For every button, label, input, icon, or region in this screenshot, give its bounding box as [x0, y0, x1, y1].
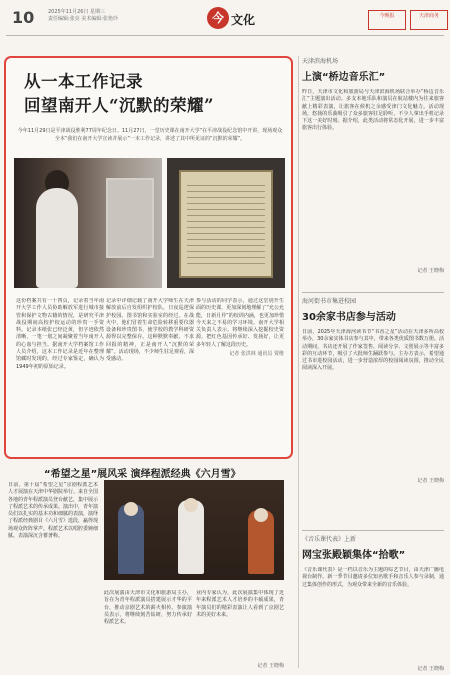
bottom-body-right: 业内专家认为，此次展演集中体现了近年来程派艺术人才培养的丰硕成果，青年演员们的精彩表演让人看到了京剧艺术的美好未来。 [196, 590, 284, 618]
right1-kicker: 天津滨海机场 [302, 58, 339, 65]
feature-body-col2: 记录中详细记载了南开大学师生在天津解放前后自发组织护校队，日夜巡逻保护校园、图书馆和实验室的经过。在战火中，他们冒着生命危险转移重要仪器设备和珍贵图书，使学校的教学科研资源得以完整保存。这种默默奉献、不求回报的精神，正是南开人“沉默的荣耀”。活动现场，不少师生驻足观看，深受感动。 [106, 298, 194, 363]
partner-logos [368, 10, 450, 32]
exhibition-photo [14, 158, 162, 288]
right2-author: 记者 王晓梅 [417, 478, 444, 484]
bottom-body-left: 日前，第十届“希望之星”京剧程派艺术人才展演在天津中华剧院举行。来自全国各地的青年程派演员登台献艺，集中展示了程派艺术的传承成果。演出中，青年演员们以扎实的基本功和细腻的表演，演绎了程派经典剧目《六月雪》选段，赢得现场观众阵阵掌声。程派艺术以唱腔委婉细腻、表演深沉含蓄著称。 [8, 482, 98, 540]
feature-title-line1: 从一本工作记录 [24, 72, 143, 91]
divider-rule [302, 292, 444, 293]
display-case [106, 178, 154, 258]
feature-body-col3 [196, 298, 284, 453]
performer-head [184, 498, 198, 512]
section-label: 文化 [231, 13, 256, 27]
performer-head [254, 508, 268, 522]
right1-title: 上演“桥边音乐汇” [302, 72, 386, 83]
right-article-2[interactable] [302, 296, 444, 486]
logo-jinwanbao: 今晚报 [368, 10, 406, 30]
handwriting-lines [187, 180, 265, 268]
right3-title: 网宝张殿颖集体“拾歌” [302, 550, 406, 561]
right2-kicker: 海河街书市集进校园 [302, 298, 357, 305]
page-number: 10 [12, 8, 35, 27]
section-badge-icon: 今 [207, 7, 229, 29]
feature-intro: 今年11月29日是平津战役胜利77周年纪念日。11月27日，一堂历史课在南开大学“在平津战役纪念馆中开讲，现场观众全本“我们在南开大学宣读并展示”一本工作记录，讲述了其中所见证的“沉默的荣耀”。 [17, 128, 283, 142]
bottom-body-mid: 此次展演由天津市文化和旅游局主办，旨在为青年程派演员搭建展示才华的平台，推动京剧艺术的薪火相传。参演演员表示，将继续刻苦钻研，努力传承好程派艺术。 [104, 590, 192, 626]
right3-author: 记者 王晓梅 [417, 666, 444, 672]
work-record-notebook [179, 170, 273, 278]
visitor-figure-body [36, 188, 78, 288]
logo-partner: 天津商务 [410, 10, 448, 30]
editor-line: 责任编辑:张亮 美术编辑:张艳玲 [48, 16, 118, 22]
feature-title-line2: 回望南开人“沉默的荣耀” [24, 96, 214, 115]
feature-author: 记者 张洪林 通讯员 贾维 [229, 351, 284, 358]
divider-rule [302, 530, 444, 531]
right1-author: 记者 王晓梅 [417, 268, 444, 274]
right2-body: 日前，2025年天津海河读书节“书香之星”活动在天津多所高校举办，30余家实体书店参与其中，带来各类优质图书数万册。活动期间，书店还开展了作家签售、阅读分享、文创展示等丰富多彩的互动环节，吸引了大批师生踊跃参与。主办方表示，希望通过书市进校园活动，进一步营造浓厚的校园阅读氛围，推动全民阅读深入开展。 [302, 329, 444, 372]
opera-stage-photo [104, 480, 284, 580]
right2-title: 30余家书店参与活动 [302, 312, 396, 323]
right3-body: 《音乐课代表》是一档以音乐为主题的综艺节目，由天津广播电视台制作。新一季节目邀请多位知名歌手和音乐人参与录制，通过集体创作的形式，为观众带来全新的音乐体验。 [302, 567, 444, 588]
column-divider [298, 56, 299, 668]
notebook-photo [167, 158, 285, 288]
right1-body: 昨日，天津市文化和旅游局与天津滨海机场联合举办“桥边音乐汇”主题演出活动。多支本地乐队和演员在航站楼内为往来旅客献上精彩表演，让旅客在候机之余感受津门文化魅力。活动现场，悠扬的乐曲吸引了众多旅客驻足聆听，不少人拿出手机记录下这一美好时刻。据介绍，此类活动将常态化开展，进一步丰富旅客出行体验。 [302, 89, 444, 132]
date-line: 2025年11月26日 星期三 [48, 9, 106, 15]
right-article-3[interactable] [302, 534, 444, 672]
right3-kicker: 《音乐课代表》上新 [302, 536, 357, 543]
page-header [6, 4, 444, 36]
bottom-article-title[interactable]: “希望之星”展风采 演绎程派经典《六月雪》 [44, 469, 241, 480]
right-article-1[interactable] [302, 56, 444, 288]
featured-article[interactable] [4, 56, 293, 459]
bottom-author: 记者 王晓梅 [257, 663, 284, 669]
feature-body-col3-text: 参与活动的同学表示，通过这堂别开生面的历史课，更加深刻地理解了“允公允能，日新月异”的校训内涵，也更加珍惜今天来之不易的学习环境。南开大学相关负责人表示，将继续深入挖掘校史资源，把红色基因传承好、发扬好，让更多年轻人了解这段历史。 [196, 298, 284, 348]
performer-head [124, 502, 138, 516]
date-info [48, 9, 168, 23]
feature-body-col1: 这份档案共有一十四页，记录着当年南开大学工作人员协助解放军进行城市接管和保护文物古籍的情况，是研究平津战役期间高校护校运动的珍贵一手资料。记录本纸张已经泛黄，但字迹依然清晰，一笔一划之间凝聚着当年南开人的心血与担当。据南开大学档案馆工作人员介绍，这本工作记录是近年在整理馆藏时发现的，经过专家鉴定，确认为1949年初的原始记录。 [16, 298, 104, 370]
